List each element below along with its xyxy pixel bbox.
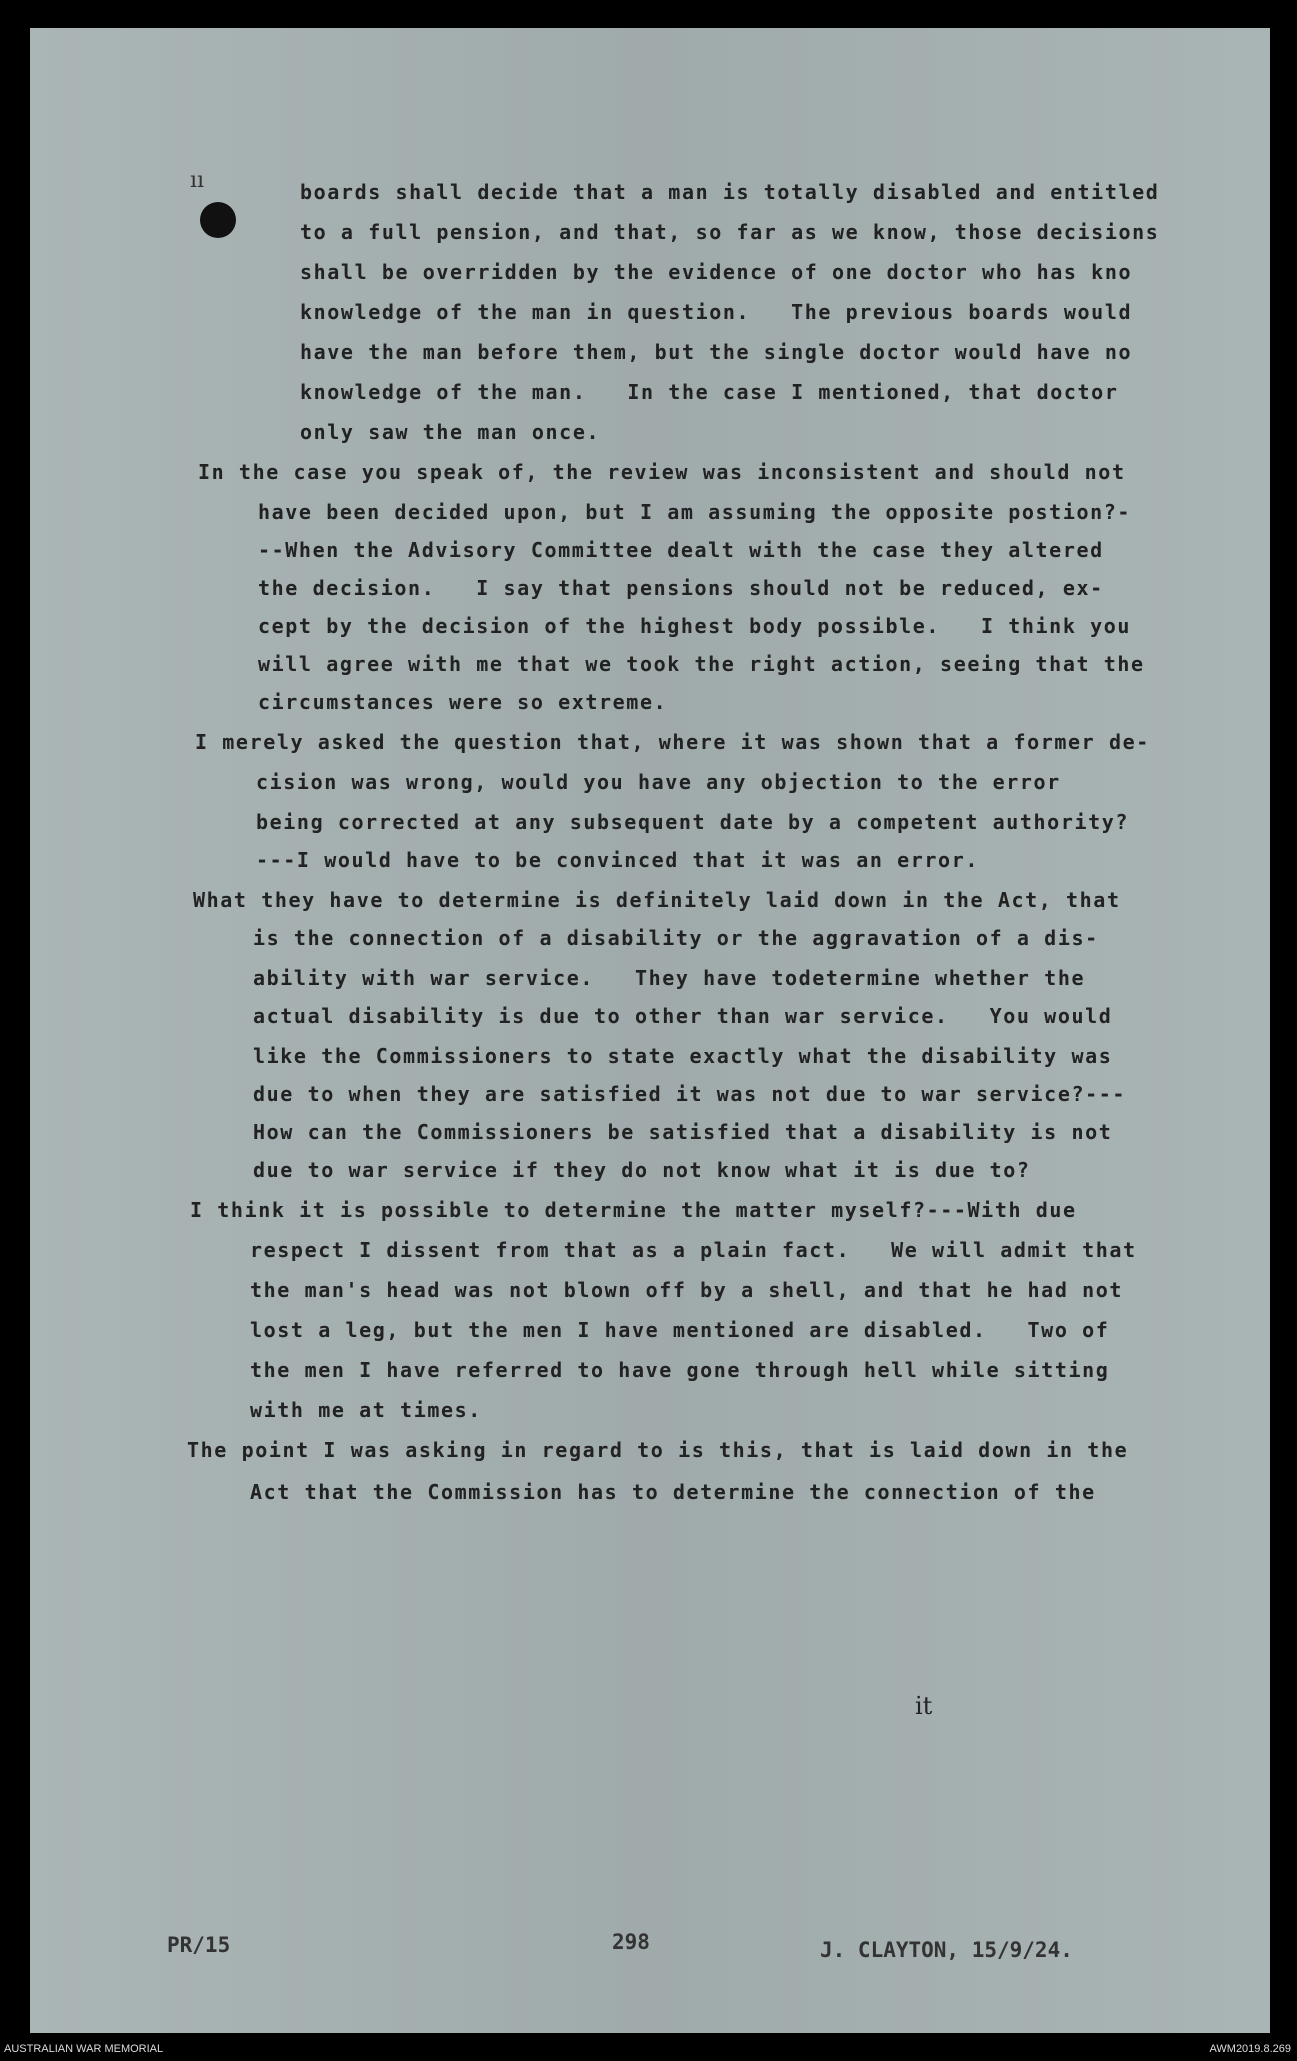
- text-line: with me at times.: [250, 1398, 482, 1422]
- text-line: boards shall decide that a man is totally disabled and entitled: [300, 180, 1160, 204]
- text-line: --When the Advisory Committee dealt with the case they altered: [258, 538, 1104, 562]
- footer-signature: J. CLAYTON, 15/9/24.: [820, 1938, 1073, 1962]
- text-line: due to when they are satisfied it was not due to war service?---: [253, 1082, 1127, 1106]
- insertion-mark: it: [915, 1692, 933, 1720]
- text-line: lost a leg, but the men I have mentioned are disabled. Two of: [250, 1318, 1110, 1342]
- text-line: shall be overridden by the evidence of one doctor who has kno: [300, 260, 1133, 284]
- text-line: will agree with me that we took the right action, seeing that the: [258, 652, 1145, 676]
- punch-hole: [200, 202, 236, 238]
- text-line: I think it is possible to determine the matter myself?---With due: [190, 1198, 1077, 1222]
- text-line: being corrected at any subsequent date by a competent authority?: [256, 810, 1130, 834]
- text-line: ability with war service. They have todetermine whether the: [253, 966, 1086, 990]
- caption-archive: AUSTRALIAN WAR MEMORIAL: [4, 2043, 164, 2055]
- text-line: cept by the decision of the highest body possible. I think you: [258, 614, 1132, 638]
- text-line: the decision. I say that pensions should not be reduced, ex-: [258, 576, 1104, 600]
- footer-page-number: 298: [612, 1930, 650, 1954]
- text-line: The point I was asking in regard to is this, that is laid down in the: [187, 1438, 1129, 1462]
- text-line: to a full pension, and that, so far as we know, those decisions: [300, 220, 1160, 244]
- footer-ref: PR/15: [167, 1933, 231, 1957]
- text-line: circumstances were so extreme.: [258, 690, 668, 714]
- text-line: actual disability is due to other than war service. You would: [253, 1004, 1113, 1028]
- text-line: have the man before them, but the single doctor would have no: [300, 340, 1133, 364]
- text-line: What they have to determine is definitely laid down in the Act, that: [193, 888, 1121, 912]
- text-line: ---I would have to be convinced that it was an error.: [256, 848, 979, 872]
- text-line: cision was wrong, would you have any objection to the error: [256, 770, 1061, 794]
- text-line: have been decided upon, but I am assuming the opposite postion?-: [258, 500, 1132, 524]
- text-line: due to war service if they do not know what it is due to?: [253, 1158, 1031, 1182]
- text-line: only saw the man once.: [300, 420, 601, 444]
- text-line: respect I dissent from that as a plain fact. We will admit that: [250, 1238, 1137, 1262]
- caption-reference: AWM2019.8.269: [1209, 2043, 1291, 2055]
- margin-scribble: ıı: [190, 168, 205, 193]
- text-line: like the Commissioners to state exactly what the disability was: [253, 1044, 1113, 1068]
- text-line: the man's head was not blown off by a shell, and that he had not: [250, 1278, 1124, 1302]
- text-line: Act that the Commission has to determine the connection of the: [250, 1480, 1096, 1504]
- text-line: In the case you speak of, the review was inconsistent and should not: [198, 460, 1126, 484]
- text-line: is the connection of a disability or the aggravation of a dis-: [253, 926, 1099, 950]
- text-line: knowledge of the man. In the case I mentioned, that doctor: [300, 380, 1119, 404]
- text-line: knowledge of the man in question. The previous boards would: [300, 300, 1133, 324]
- text-line: I merely asked the question that, where it was shown that a former de-: [195, 730, 1150, 754]
- document-page: [30, 28, 1270, 2033]
- text-line: the men I have referred to have gone through hell while sitting: [250, 1358, 1110, 1382]
- text-line: How can the Commissioners be satisfied that a disability is not: [253, 1120, 1113, 1144]
